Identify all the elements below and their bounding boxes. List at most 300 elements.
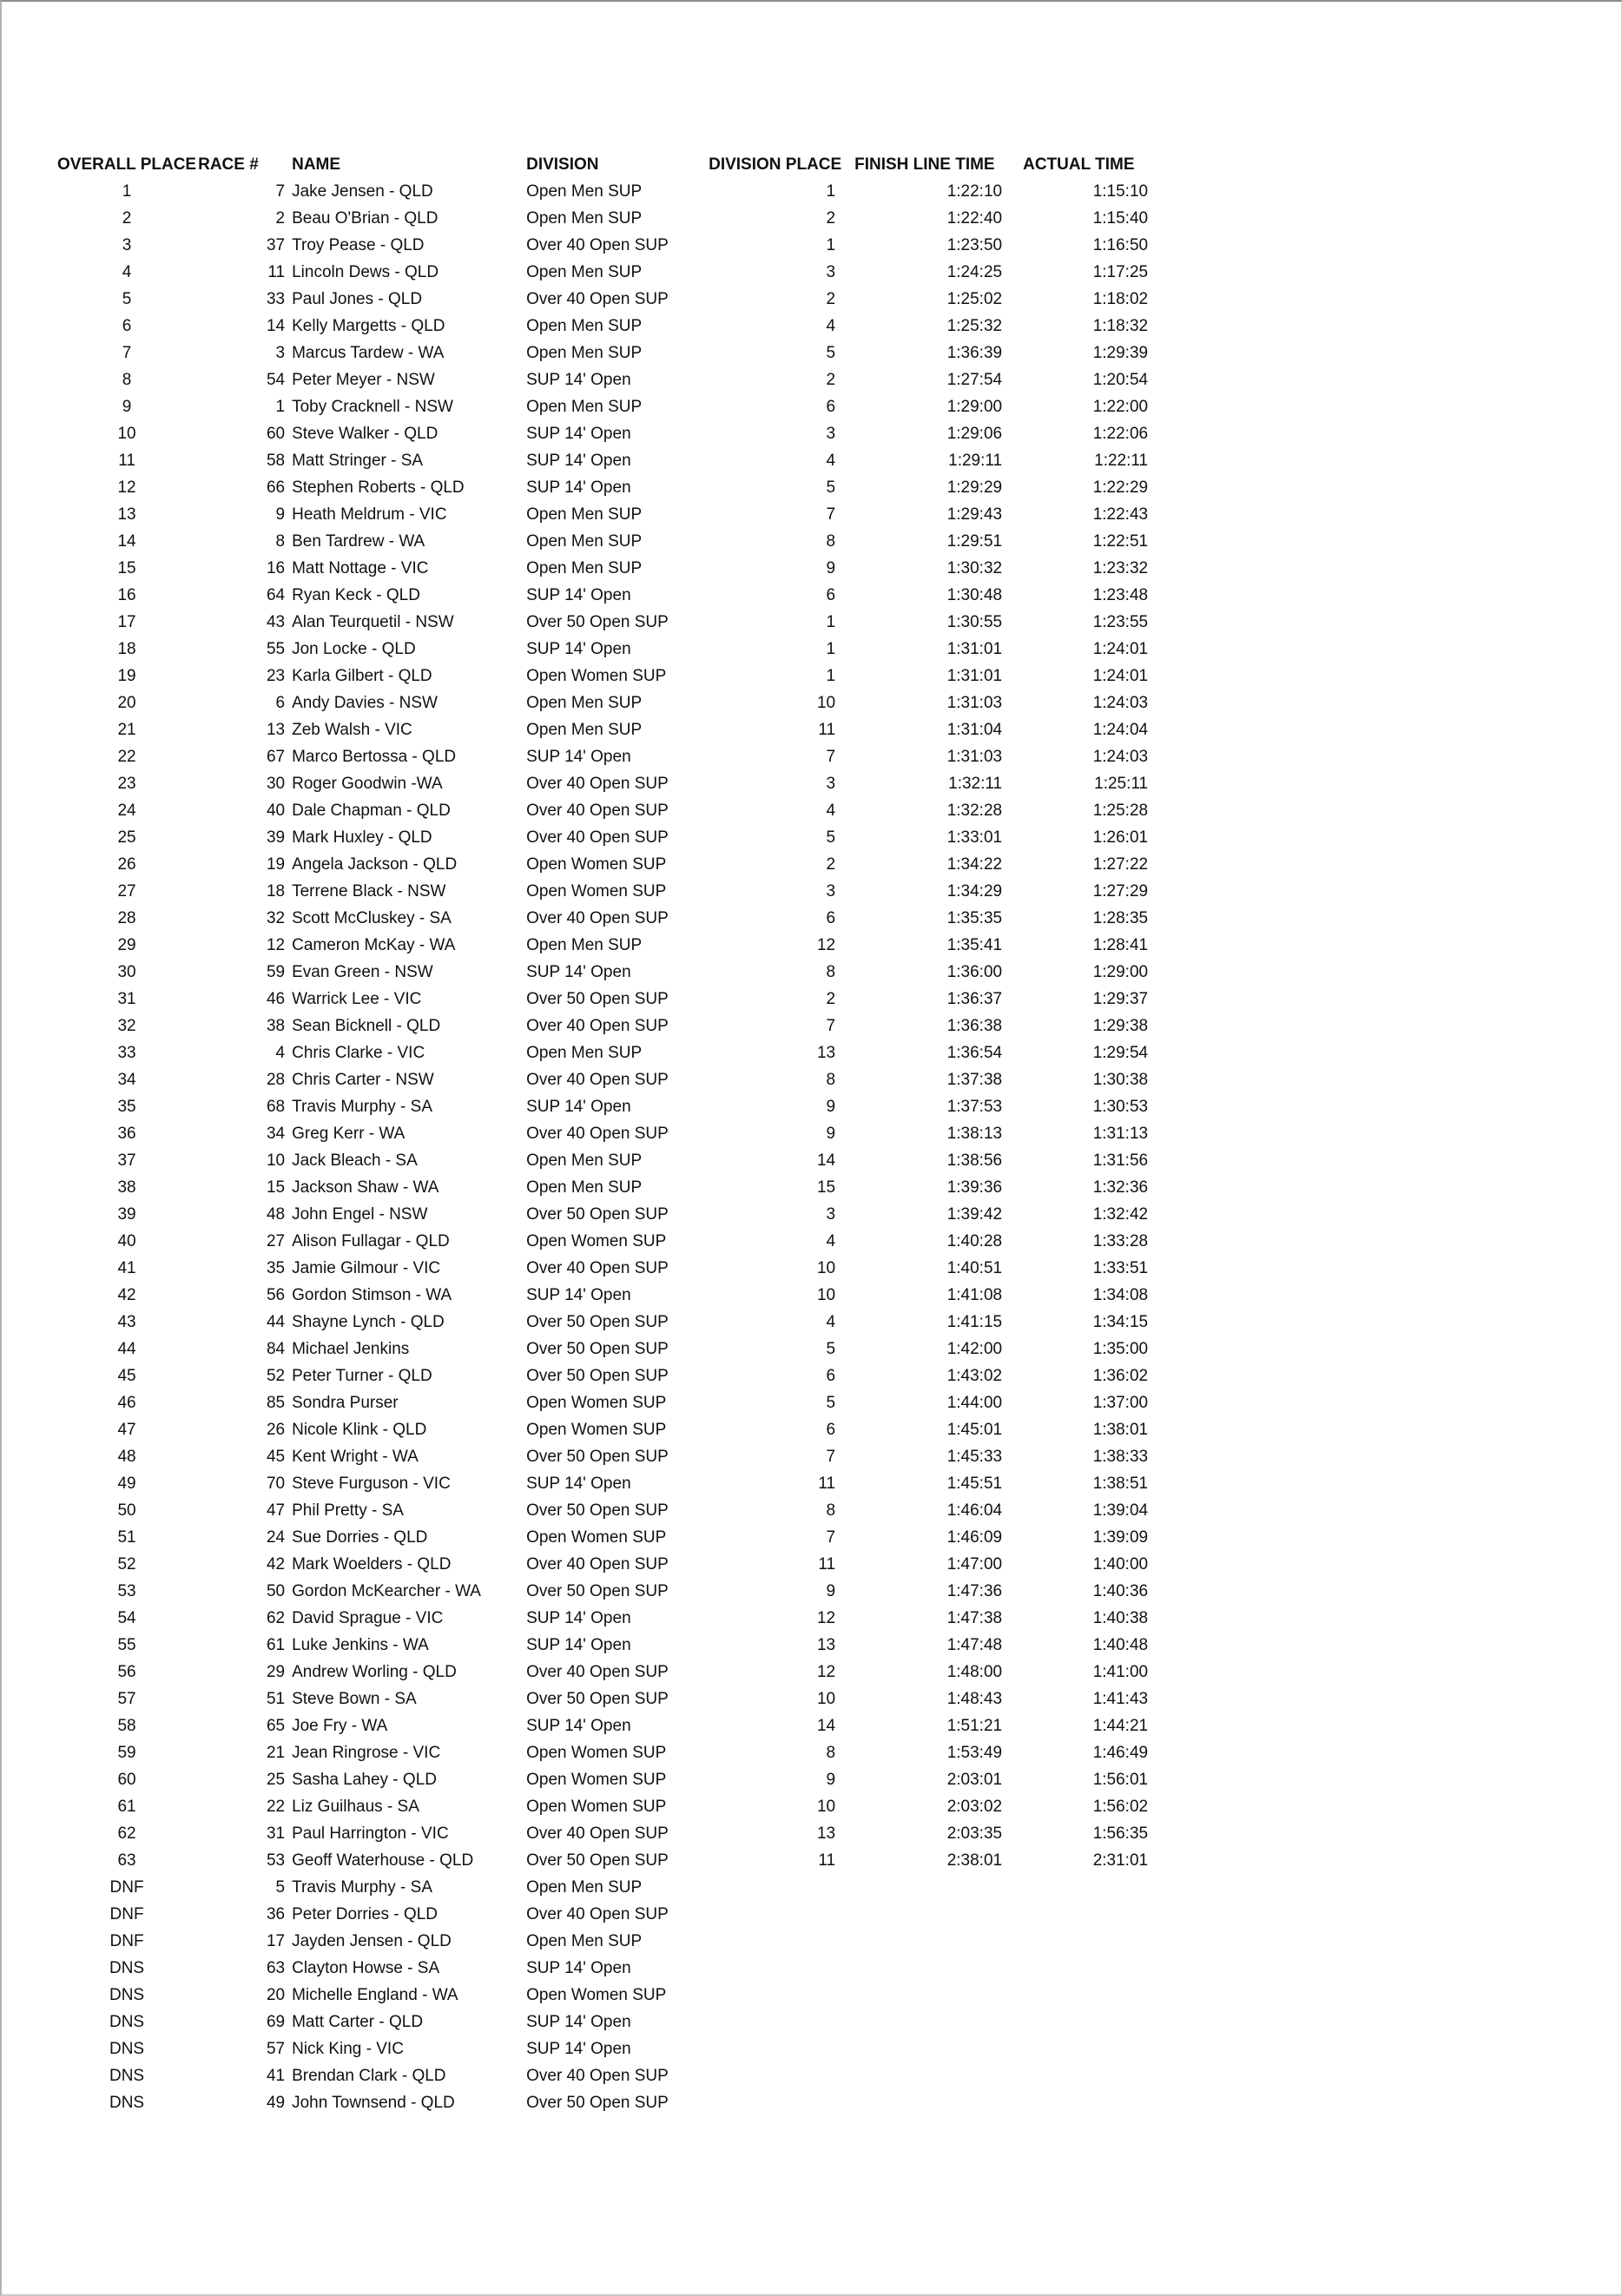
- cell-name: Nick King - VIC: [292, 2040, 404, 2058]
- cell-division: SUP 14' Open: [526, 1475, 631, 1493]
- cell-race-number: 56: [266, 1286, 286, 1304]
- cell-overall-place: 31: [117, 990, 136, 1008]
- cell-overall-place: 46: [117, 1394, 136, 1412]
- cell-overall-place: 51: [117, 1528, 136, 1547]
- cell-finish-line-time: 1:27:54: [946, 371, 1003, 389]
- cell-division-place: 13: [816, 1636, 836, 1654]
- cell-actual-time: 1:30:38: [1092, 1071, 1149, 1089]
- table-row: [57, 420, 1151, 447]
- col-header-division-place: DIVISION PLACE: [709, 155, 842, 174]
- cell-division-place: 4: [826, 317, 836, 335]
- cell-name: Jake Jensen - QLD: [292, 182, 433, 201]
- cell-division-place: [709, 1874, 847, 1901]
- cell-division: Over 50 Open SUP: [526, 2094, 669, 2112]
- cell-division: Open Men SUP: [526, 936, 643, 954]
- cell-race-number: 84: [266, 1340, 286, 1358]
- cell-finish-line-time: 1:37:38: [946, 1071, 1003, 1089]
- cell-division: Open Men SUP: [526, 1932, 643, 1950]
- cell-division-place: 9: [826, 1098, 836, 1116]
- cell-division: Over 50 Open SUP: [526, 1690, 669, 1708]
- cell-overall-place: 61: [117, 1798, 136, 1816]
- cell-division: Open Women SUP: [526, 1986, 667, 2004]
- cell-actual-time: 1:22:00: [1092, 398, 1149, 416]
- cell-finish-line-time: [847, 1874, 1006, 1901]
- cell-overall-place: 14: [117, 532, 136, 551]
- cell-finish-line-time: 1:47:36: [946, 1582, 1003, 1600]
- table-row: [57, 770, 1151, 797]
- cell-division-place: 3: [826, 425, 836, 443]
- cell-name: Alison Fullagar - QLD: [292, 1232, 450, 1250]
- cell-division-place: 4: [826, 1313, 836, 1331]
- cell-overall-place: 17: [117, 613, 136, 631]
- cell-overall-place: 40: [117, 1232, 136, 1250]
- cell-overall-place: 36: [117, 1125, 136, 1143]
- cell-division: Open Women SUP: [526, 667, 667, 685]
- cell-name: Michael Jenkins: [292, 1340, 410, 1358]
- cell-race-number: 7: [275, 182, 286, 201]
- cell-race-number: 26: [266, 1421, 286, 1439]
- cell-actual-time: 1:15:10: [1092, 182, 1149, 201]
- cell-actual-time: 1:33:51: [1092, 1259, 1149, 1277]
- cell-name: Sean Bicknell - QLD: [292, 1017, 441, 1035]
- cell-name: Scott McCluskey - SA: [292, 909, 452, 927]
- cell-division: Over 50 Open SUP: [526, 1448, 669, 1466]
- cell-overall-place: 15: [117, 559, 136, 577]
- cell-actual-time: [1006, 1901, 1151, 1928]
- cell-division: Open Men SUP: [526, 532, 643, 551]
- cell-actual-time: 1:29:00: [1092, 963, 1149, 981]
- cell-actual-time: 1:31:56: [1092, 1151, 1149, 1170]
- cell-name: Jayden Jensen - QLD: [292, 1932, 452, 1950]
- col-header-division: DIVISION: [526, 155, 599, 174]
- cell-finish-line-time: 1:31:03: [946, 694, 1003, 712]
- cell-finish-line-time: 1:45:01: [946, 1421, 1003, 1439]
- table-row: [57, 1309, 1151, 1336]
- cell-name: Peter Meyer - NSW: [292, 371, 435, 389]
- cell-actual-time: 1:20:54: [1092, 371, 1149, 389]
- cell-division-place: 6: [826, 909, 836, 927]
- cell-division-place: 7: [826, 1448, 836, 1466]
- cell-race-number: 66: [266, 478, 286, 497]
- cell-finish-line-time: 1:32:11: [948, 775, 1003, 793]
- cell-overall-place: 6: [122, 317, 132, 335]
- cell-race-number: 31: [266, 1824, 286, 1843]
- cell-finish-line-time: 1:35:41: [946, 936, 1003, 954]
- cell-division-place: 7: [826, 1528, 836, 1547]
- cell-actual-time: 1:38:01: [1092, 1421, 1149, 1439]
- table-row: [57, 232, 1151, 259]
- cell-name: Andy Davies - NSW: [292, 694, 438, 712]
- cell-division-place: 9: [826, 1771, 836, 1789]
- cell-name: Warrick Lee - VIC: [292, 990, 422, 1008]
- col-header-finish-line-time: FINISH LINE TIME: [854, 155, 995, 174]
- cell-name: Geoff Waterhouse - QLD: [292, 1851, 474, 1870]
- table-row: [57, 393, 1151, 420]
- cell-division: SUP 14' Open: [526, 586, 631, 604]
- cell-actual-time: 1:56:02: [1092, 1798, 1149, 1816]
- cell-name: Beau O'Brian - QLD: [292, 209, 438, 228]
- cell-name: Ryan Keck - QLD: [292, 586, 420, 604]
- cell-overall-place: 9: [122, 398, 132, 416]
- cell-finish-line-time: 2:03:02: [946, 1798, 1003, 1816]
- table-row: [57, 1255, 1151, 1282]
- cell-name: Liz Guilhaus - SA: [292, 1798, 419, 1816]
- table-row: [57, 1066, 1151, 1093]
- cell-race-number: 48: [266, 1205, 286, 1224]
- cell-actual-time: [1006, 1955, 1151, 1982]
- cell-division-place: 10: [816, 1690, 836, 1708]
- cell-overall-place: 25: [117, 828, 136, 847]
- cell-division: Over 50 Open SUP: [526, 990, 669, 1008]
- cell-division-place: 8: [826, 1071, 836, 1089]
- cell-name: Peter Dorries - QLD: [292, 1905, 438, 1923]
- cell-overall-place: 33: [117, 1044, 136, 1062]
- cell-name: Michelle England - WA: [292, 1986, 458, 2004]
- cell-race-number: 8: [275, 532, 286, 551]
- table-row: [57, 1874, 1151, 1901]
- table-row: [57, 1389, 1151, 1416]
- cell-division-place: 2: [826, 371, 836, 389]
- cell-finish-line-time: 1:31:03: [946, 748, 1003, 766]
- cell-race-number: 54: [266, 371, 286, 389]
- cell-name: Jon Locke - QLD: [292, 640, 416, 658]
- cell-division-place: 14: [816, 1151, 836, 1170]
- cell-division: Open Women SUP: [526, 1394, 667, 1412]
- cell-division-place: 4: [826, 802, 836, 820]
- cell-division: SUP 14' Open: [526, 748, 631, 766]
- cell-division: Over 40 Open SUP: [526, 1259, 669, 1277]
- cell-division-place: 1: [826, 182, 836, 201]
- cell-name: Angela Jackson - QLD: [292, 855, 458, 874]
- cell-race-number: 10: [266, 1151, 286, 1170]
- cell-division: Open Women SUP: [526, 1798, 667, 1816]
- cell-race-number: 47: [266, 1501, 286, 1520]
- cell-actual-time: 1:28:35: [1092, 909, 1149, 927]
- cell-actual-time: 1:24:01: [1092, 667, 1149, 685]
- cell-actual-time: 1:32:36: [1092, 1178, 1149, 1197]
- cell-finish-line-time: 1:38:13: [946, 1125, 1003, 1143]
- cell-actual-time: 1:22:51: [1092, 532, 1149, 551]
- cell-race-number: 38: [266, 1017, 286, 1035]
- cell-race-number: 36: [266, 1905, 286, 1923]
- cell-overall-place: 34: [117, 1071, 136, 1089]
- cell-race-number: 20: [266, 1986, 286, 2004]
- cell-race-number: 3: [275, 344, 286, 362]
- cell-actual-time: 1:44:21: [1092, 1717, 1149, 1735]
- cell-race-number: 42: [266, 1555, 286, 1574]
- cell-race-number: 9: [275, 505, 286, 524]
- col-header-actual-time: ACTUAL TIME: [1023, 155, 1135, 174]
- cell-finish-line-time: 1:34:29: [946, 882, 1003, 901]
- cell-actual-time: 1:25:28: [1092, 802, 1149, 820]
- cell-race-number: 24: [266, 1528, 286, 1547]
- cell-actual-time: 1:40:00: [1092, 1555, 1149, 1574]
- cell-name: David Sprague - VIC: [292, 1609, 444, 1627]
- cell-division-place: 7: [826, 1017, 836, 1035]
- cell-division-place: 6: [826, 398, 836, 416]
- cell-race-number: 37: [266, 236, 286, 254]
- cell-overall-place: 23: [117, 775, 136, 793]
- table-row: [57, 1551, 1151, 1578]
- cell-actual-time: 1:38:51: [1092, 1475, 1149, 1493]
- cell-race-number: 69: [266, 2013, 286, 2031]
- cell-actual-time: 1:22:11: [1094, 452, 1149, 470]
- cell-race-number: 85: [266, 1394, 286, 1412]
- cell-finish-line-time: 1:24:25: [946, 263, 1003, 281]
- cell-division: Open Men SUP: [526, 721, 643, 739]
- cell-actual-time: [1006, 2062, 1151, 2089]
- cell-overall-place: DNS: [109, 2040, 145, 2058]
- cell-division-place: 7: [826, 505, 836, 524]
- cell-overall-place: 35: [117, 1098, 136, 1116]
- cell-overall-place: 20: [117, 694, 136, 712]
- cell-division: SUP 14' Open: [526, 478, 631, 497]
- cell-overall-place: 28: [117, 909, 136, 927]
- cell-division-place: 5: [826, 344, 836, 362]
- cell-division: Over 50 Open SUP: [526, 1205, 669, 1224]
- cell-overall-place: 42: [117, 1286, 136, 1304]
- cell-name: Heath Meldrum - VIC: [292, 505, 447, 524]
- table-row: [57, 178, 1151, 205]
- cell-overall-place: 41: [117, 1259, 136, 1277]
- table-row: [57, 1282, 1151, 1309]
- table-row: [57, 1147, 1151, 1174]
- table-row: [57, 528, 1151, 555]
- cell-division: Open Men SUP: [526, 505, 643, 524]
- cell-finish-line-time: 1:23:50: [946, 236, 1003, 254]
- cell-division: Over 40 Open SUP: [526, 1017, 669, 1035]
- cell-overall-place: 48: [117, 1448, 136, 1466]
- cell-race-number: 43: [266, 613, 286, 631]
- cell-name: Lincoln Dews - QLD: [292, 263, 439, 281]
- table-row: [57, 2009, 1151, 2035]
- cell-finish-line-time: 1:42:00: [946, 1340, 1003, 1358]
- cell-race-number: 28: [266, 1071, 286, 1089]
- cell-name: Matt Stringer - SA: [292, 452, 424, 470]
- cell-actual-time: 1:25:11: [1094, 775, 1149, 793]
- cell-name: Greg Kerr - WA: [292, 1125, 406, 1143]
- cell-name: Gordon McKearcher - WA: [292, 1582, 481, 1600]
- table-row: [57, 1093, 1151, 1120]
- cell-overall-place: 54: [117, 1609, 136, 1627]
- cell-name: Paul Jones - QLD: [292, 290, 423, 308]
- cell-overall-place: 32: [117, 1017, 136, 1035]
- cell-division-place: [709, 1982, 847, 2009]
- cell-finish-line-time: 1:40:28: [946, 1232, 1003, 1250]
- cell-finish-line-time: 2:38:01: [946, 1851, 1003, 1870]
- cell-overall-place: 5: [122, 290, 132, 308]
- cell-finish-line-time: 2:03:01: [946, 1771, 1003, 1789]
- cell-race-number: 49: [266, 2094, 286, 2112]
- cell-division: SUP 14' Open: [526, 1286, 631, 1304]
- cell-division: Open Men SUP: [526, 1044, 643, 1062]
- cell-division: SUP 14' Open: [526, 2040, 631, 2058]
- cell-overall-place: 10: [117, 425, 136, 443]
- cell-division-place: 13: [816, 1824, 836, 1843]
- cell-division: Open Men SUP: [526, 694, 643, 712]
- table-row: [57, 582, 1151, 609]
- cell-actual-time: 1:38:33: [1092, 1448, 1149, 1466]
- cell-name: Stephen Roberts - QLD: [292, 478, 465, 497]
- cell-finish-line-time: [847, 1955, 1006, 1982]
- cell-division: SUP 14' Open: [526, 640, 631, 658]
- cell-actual-time: 1:27:22: [1092, 855, 1149, 874]
- table-row: [57, 1901, 1151, 1928]
- cell-finish-line-time: 1:39:42: [946, 1205, 1003, 1224]
- cell-actual-time: 1:27:29: [1092, 882, 1149, 901]
- table-row: [57, 1928, 1151, 1955]
- cell-division-place: [709, 2089, 847, 2116]
- table-row: [57, 1766, 1151, 1793]
- cell-division-place: 10: [816, 1286, 836, 1304]
- cell-actual-time: 1:39:04: [1092, 1501, 1149, 1520]
- cell-division-place: 9: [826, 1125, 836, 1143]
- cell-division-place: [709, 2035, 847, 2062]
- cell-race-number: 11: [267, 263, 286, 281]
- cell-race-number: 45: [266, 1448, 286, 1466]
- cell-race-number: 34: [266, 1125, 286, 1143]
- cell-actual-time: [1006, 1928, 1151, 1955]
- cell-finish-line-time: 1:36:38: [946, 1017, 1003, 1035]
- cell-division-place: 2: [826, 855, 836, 874]
- cell-overall-place: 47: [117, 1421, 136, 1439]
- table-row: [57, 474, 1151, 501]
- cell-division: Open Men SUP: [526, 398, 643, 416]
- cell-actual-time: 1:36:02: [1092, 1367, 1149, 1385]
- cell-finish-line-time: 1:34:22: [946, 855, 1003, 874]
- cell-overall-place: DNF: [109, 1878, 144, 1897]
- cell-division: Open Women SUP: [526, 1528, 667, 1547]
- cell-overall-place: 59: [117, 1744, 136, 1762]
- cell-name: Sondra Purser: [292, 1394, 399, 1412]
- cell-race-number: 65: [266, 1717, 286, 1735]
- cell-overall-place: 29: [117, 936, 136, 954]
- table-row: [57, 663, 1151, 689]
- cell-division-place: 10: [816, 1798, 836, 1816]
- cell-overall-place: 50: [117, 1501, 136, 1520]
- cell-race-number: 33: [266, 290, 286, 308]
- cell-race-number: 51: [266, 1690, 286, 1708]
- cell-finish-line-time: 1:46:04: [946, 1501, 1003, 1520]
- cell-finish-line-time: 1:30:48: [946, 586, 1003, 604]
- cell-division-place: 8: [826, 963, 836, 981]
- cell-division: Open Women SUP: [526, 1771, 667, 1789]
- cell-race-number: 29: [266, 1663, 286, 1681]
- cell-actual-time: 1:56:01: [1092, 1771, 1149, 1789]
- cell-name: Clayton Howse - SA: [292, 1959, 440, 1977]
- cell-overall-place: DNS: [109, 2094, 145, 2112]
- cell-race-number: 68: [266, 1098, 286, 1116]
- table-row: [57, 824, 1151, 851]
- cell-race-number: 63: [266, 1959, 286, 1977]
- cell-name: Matt Carter - QLD: [292, 2013, 424, 2031]
- cell-actual-time: 1:34:15: [1092, 1313, 1149, 1331]
- cell-finish-line-time: 1:43:02: [946, 1367, 1003, 1385]
- cell-division-place: 13: [816, 1044, 836, 1062]
- cell-finish-line-time: 1:29:43: [946, 505, 1003, 524]
- cell-race-number: 62: [266, 1609, 286, 1627]
- cell-finish-line-time: 1:53:49: [946, 1744, 1003, 1762]
- table-row: [57, 716, 1151, 743]
- cell-division: Over 40 Open SUP: [526, 828, 669, 847]
- cell-finish-line-time: 1:45:51: [946, 1475, 1003, 1493]
- cell-division-place: 11: [818, 1851, 836, 1870]
- cell-actual-time: 1:24:04: [1092, 721, 1149, 739]
- table-row: [57, 447, 1151, 474]
- cell-overall-place: 2: [122, 209, 132, 228]
- cell-division-place: 4: [826, 1232, 836, 1250]
- cell-actual-time: 1:28:41: [1092, 936, 1149, 954]
- cell-race-number: 60: [266, 425, 286, 443]
- cell-race-number: 2: [275, 209, 286, 228]
- cell-division: Over 40 Open SUP: [526, 290, 669, 308]
- cell-division-place: 5: [826, 1394, 836, 1412]
- cell-finish-line-time: 1:22:40: [946, 209, 1003, 228]
- cell-race-number: 1: [275, 398, 286, 416]
- cell-name: John Engel - NSW: [292, 1205, 428, 1224]
- cell-name: Kent Wright - WA: [292, 1448, 419, 1466]
- cell-race-number: 55: [266, 640, 286, 658]
- cell-finish-line-time: [847, 1901, 1006, 1928]
- cell-name: Luke Jenkins - WA: [292, 1636, 429, 1654]
- cell-race-number: 64: [266, 586, 286, 604]
- cell-division: SUP 14' Open: [526, 1717, 631, 1735]
- cell-overall-place: 45: [117, 1367, 136, 1385]
- cell-actual-time: 1:23:48: [1092, 586, 1149, 604]
- cell-name: Toby Cracknell - NSW: [292, 398, 453, 416]
- cell-actual-time: 1:22:29: [1092, 478, 1149, 497]
- cell-name: Alan Teurquetil - NSW: [292, 613, 454, 631]
- cell-race-number: 14: [266, 317, 286, 335]
- table-row: [57, 1847, 1151, 1874]
- table-row: [57, 259, 1151, 286]
- cell-race-number: 57: [266, 2040, 286, 2058]
- cell-division-place: 5: [826, 1340, 836, 1358]
- cell-actual-time: 1:39:09: [1092, 1528, 1149, 1547]
- cell-finish-line-time: 1:30:32: [946, 559, 1003, 577]
- table-row: [57, 1632, 1151, 1659]
- cell-name: Steve Bown - SA: [292, 1690, 417, 1708]
- cell-division-place: 8: [826, 532, 836, 551]
- cell-actual-time: 1:24:01: [1092, 640, 1149, 658]
- cell-finish-line-time: 1:36:54: [946, 1044, 1003, 1062]
- cell-division: SUP 14' Open: [526, 1609, 631, 1627]
- cell-name: Matt Nottage - VIC: [292, 559, 429, 577]
- cell-finish-line-time: 1:22:10: [946, 182, 1003, 201]
- cell-actual-time: 1:29:38: [1092, 1017, 1149, 1035]
- cell-division-place: 1: [826, 667, 836, 685]
- cell-actual-time: 1:30:53: [1092, 1098, 1149, 1116]
- cell-overall-place: 62: [117, 1824, 136, 1843]
- cell-division: Open Women SUP: [526, 1744, 667, 1762]
- cell-division-place: 3: [826, 882, 836, 901]
- cell-division: Over 50 Open SUP: [526, 613, 669, 631]
- cell-division-place: 14: [816, 1717, 836, 1735]
- cell-race-number: 41: [266, 2067, 286, 2085]
- cell-actual-time: 1:41:43: [1092, 1690, 1149, 1708]
- cell-race-number: 22: [266, 1798, 286, 1816]
- cell-finish-line-time: 1:37:53: [946, 1098, 1003, 1116]
- cell-actual-time: 1:40:38: [1092, 1609, 1149, 1627]
- cell-finish-line-time: [847, 2062, 1006, 2089]
- cell-overall-place: DNF: [109, 1905, 144, 1923]
- cell-actual-time: [1006, 2089, 1151, 2116]
- cell-division-place: 1: [826, 640, 836, 658]
- cell-division: Over 40 Open SUP: [526, 1071, 669, 1089]
- table-row: [57, 959, 1151, 986]
- cell-division: Over 40 Open SUP: [526, 1824, 669, 1843]
- cell-division: SUP 14' Open: [526, 963, 631, 981]
